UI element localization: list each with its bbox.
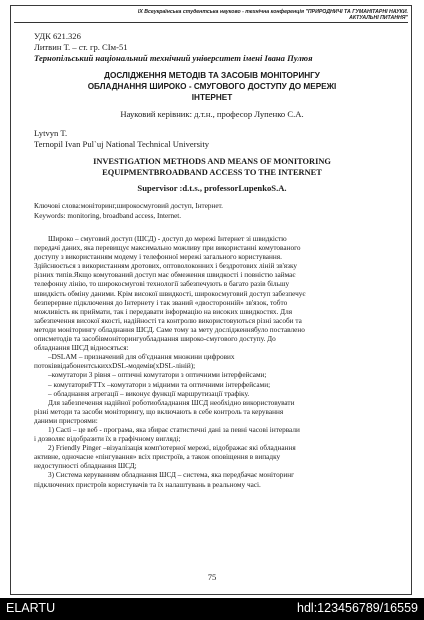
body-line: потоківвідабонентськихxDSL-модемів(xDSL-ліній); xyxy=(34,362,196,371)
article-content xyxy=(34,31,390,490)
author-block-en xyxy=(34,128,390,150)
body-line: можливість як приймати, так і передавати інформацію на високих швидкостях. Для xyxy=(34,307,293,316)
body-line: 1) Cacti – це веб - програма, яка збирає статистичні дані за певні часові інтервали xyxy=(48,425,300,434)
conference-header xyxy=(14,9,408,21)
body-line: Для забезпечення надійної роботиобладнання ШСД необхідно використовувати xyxy=(48,398,295,407)
title-ua-line: ДОСЛІДЖЕННЯ МЕТОДІВ ТА ЗАСОБІВ МОНІТОРИНГУ xyxy=(104,71,320,80)
title-ua-line: ІНТЕРНЕТ xyxy=(191,93,233,102)
title-en-line: INVESTIGATION METHODS AND MEANS OF MONITORING xyxy=(93,157,331,166)
body-line: телефонну лінію, то широкосмугові технології забезпечують в багато разів більшу xyxy=(34,280,290,289)
affiliation-ua: Тернопільський національний технічний університет імені Івана Пулюя xyxy=(34,53,313,63)
title-ua-line: ОБЛАДНАННЯ ШИРОКО - СМУГОВОГО ДОСТУПУ ДО МЕРЕЖІ xyxy=(87,82,337,91)
keywords-ua: Ключові слова:моніторинг,широкосмуговий доступ, Інтернет. xyxy=(34,202,223,210)
body-line: недоступності обладнання ШСД; xyxy=(34,462,137,471)
body-line: Здійснюється з використанням дротових, оптоволоконних і бездротових ліній зв'язку xyxy=(34,262,298,271)
supervisor-ua: Науковий керівник: д.т.н., професор Лупенко С.А. xyxy=(120,109,304,119)
page-number: 75 xyxy=(207,572,217,582)
footer-source-label: ELARTU xyxy=(6,601,56,615)
title-en-line: EQUIPMENTBROADBAND ACCESS TO THE INTERNET xyxy=(102,168,322,177)
author-en: Lytvyn T. xyxy=(34,128,68,138)
conference-header-line-2: АКТУАЛЬНІ ПИТАННЯ" xyxy=(349,15,408,21)
body-line: даними пристроями: xyxy=(34,416,98,425)
body-line: 3) Система керуванням обладнання ШСД – система, яка передбачає моніторинг xyxy=(48,471,295,480)
body-line: методи моніторингу обладнання ШСД. Саме тому за мету дослідженнябуло поставлено xyxy=(34,325,305,334)
body-line: доступу з використанням модему і телефонної мережі загального користування. xyxy=(34,253,282,262)
keywords-en: Keywords: monitoring, broadband access, Internet. xyxy=(34,211,182,220)
udk-code: УДК 621.326 xyxy=(34,31,81,41)
body-line: – обладнання агрегації – виконує функції маршрутизації трафіку. xyxy=(48,389,250,398)
body-line: –комутатори 3 рівня – оптичні комутатори з оптичними інтерфейсами; xyxy=(48,371,267,380)
supervisor-en: Supervisor :d.t.s., professorLupenkoS.A. xyxy=(137,183,287,193)
body-line: обладнання ШСД відносяться: xyxy=(34,344,129,353)
keywords xyxy=(34,202,390,221)
body-line: – комутаториFTTx –комутатори з мідними та оптичними інтерфейсами; xyxy=(48,380,271,389)
body-line: швидкість обміну даними. Крім високої швидкості, широкосмуговий доступ забезпечує xyxy=(34,289,306,298)
author-ua: Литвин Т. – ст. гр. СІм-51 xyxy=(34,42,128,52)
body-line: –DSLAM – призначений для об'єднання множини цифрових xyxy=(48,353,235,362)
title-en xyxy=(34,156,390,178)
body-line: Широко – смуговий доступ (ШСД) - доступ до мережі Інтернет зі швидкістю xyxy=(48,235,287,243)
conference-header-line-1: IX Всеукраїнська студентська науково - технічна конференція "ПРИРОДНИЧІ ТА ГУМАНІТАРНІ НАУКИ. xyxy=(137,9,408,15)
body-line: різні методи та засоби моніторингу, що включають в себе контроль та керування xyxy=(34,407,284,416)
body-line: і дозволяє відобразити їх в графічному вигляді; xyxy=(34,435,181,444)
body-line: підключених пристроїв користувачів та їх налаштувань в реальному часі. xyxy=(34,480,261,489)
body-line: передачі даних, яка перевищує максимально можливу при використанні комутованого xyxy=(34,244,301,253)
footer-bar xyxy=(0,598,424,620)
body-line: активне, одночасне «пінгування» всіх пристроїв, а також оповіщення в випадку xyxy=(34,453,281,462)
body-line: описметодів та засобівмоніторингуобладнання широко-смугового доступу. До xyxy=(34,335,276,344)
body-line: забезпечення високої якості, надійності та контролю використовуються різні засоби та xyxy=(34,316,302,325)
footer-handle-link[interactable]: hdl:123456789/16559 xyxy=(297,601,418,615)
body-line: 2) Friendly Pinger –візуалізація комп'ютерної мережі, відображає які обладнання xyxy=(48,444,296,453)
body-text xyxy=(34,235,390,490)
body-line: різних типів.Якщо комутований доступ має обмеження швидкості і повністю займає xyxy=(34,271,296,280)
affiliation-en: Ternopil Ivan Pul`uj National Technical University xyxy=(34,139,210,149)
header-rule xyxy=(14,22,408,23)
title-ua xyxy=(34,70,390,103)
body-line: безперервне підключення до Інтернету і так званий «двосторонній» зв'язок, тобто xyxy=(34,298,288,307)
